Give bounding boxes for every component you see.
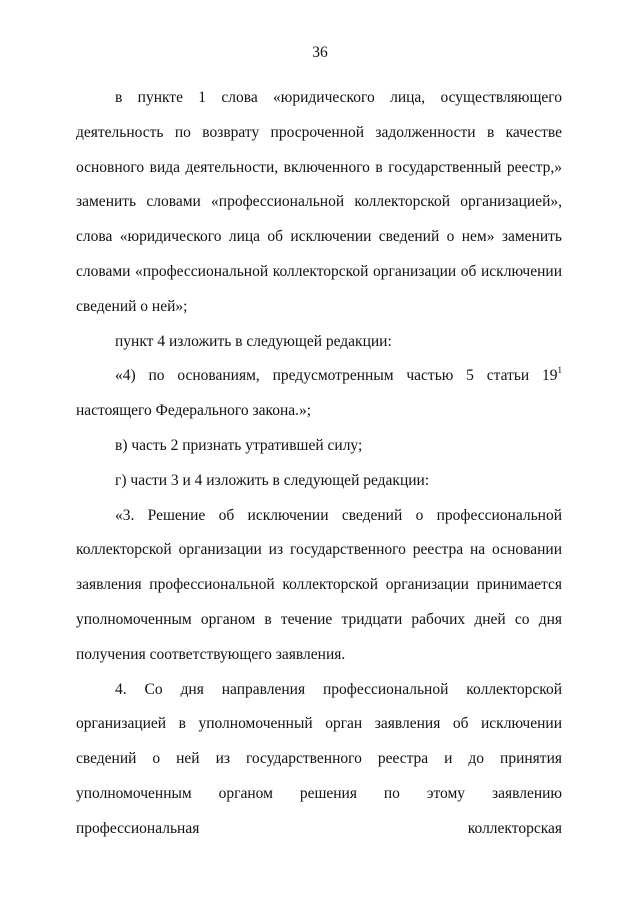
paragraph-quote bbox=[76, 359, 562, 429]
paragraph: г) части 3 и 4 изложить в следующей редакции: bbox=[115, 471, 430, 489]
document-body bbox=[76, 81, 562, 847]
quote-text: «4) по основаниям, предусмотренным частью 5 статьи 19 bbox=[115, 367, 558, 385]
paragraph: в) часть 2 признать утратившей силу; bbox=[115, 436, 363, 454]
page-number: 36 bbox=[312, 44, 328, 61]
paragraph: 4. Со дня направления профессиональной коллекторской организацией в уполномоченный орган заявления об исключении сведений о ней из государственного реестра и до принятия уполномоченным органом решения по этому заявлению профессиональная коллекторская bbox=[76, 680, 562, 837]
paragraph: пункт 4 изложить в следующей редакции: bbox=[115, 332, 392, 350]
quote-tail: настоящего Федерального закона.»; bbox=[76, 402, 312, 420]
paragraph: «3. Решение об исключении сведений о профессиональной коллекторской организации из государственного реестра на основании заявления профессиональной коллекторской организации принимается уполномоченным органом в течение тридцати рабочих дней со дня получения соответствующего заявления. bbox=[76, 506, 562, 663]
paragraph: в пункте 1 слова «юридического лица, осуществляющего деятельность по возврату просроченной задолженности в качестве основного вида деятельности, включенного в государственный реестр,» заменить словами «профессиональной коллекторской организацией», слова «юридического лица об исключении сведений о нем» заменить словами «профессиональной коллекторской организации об исключении сведений о ней»; bbox=[76, 89, 562, 315]
superscript-index: 1 bbox=[557, 365, 562, 376]
